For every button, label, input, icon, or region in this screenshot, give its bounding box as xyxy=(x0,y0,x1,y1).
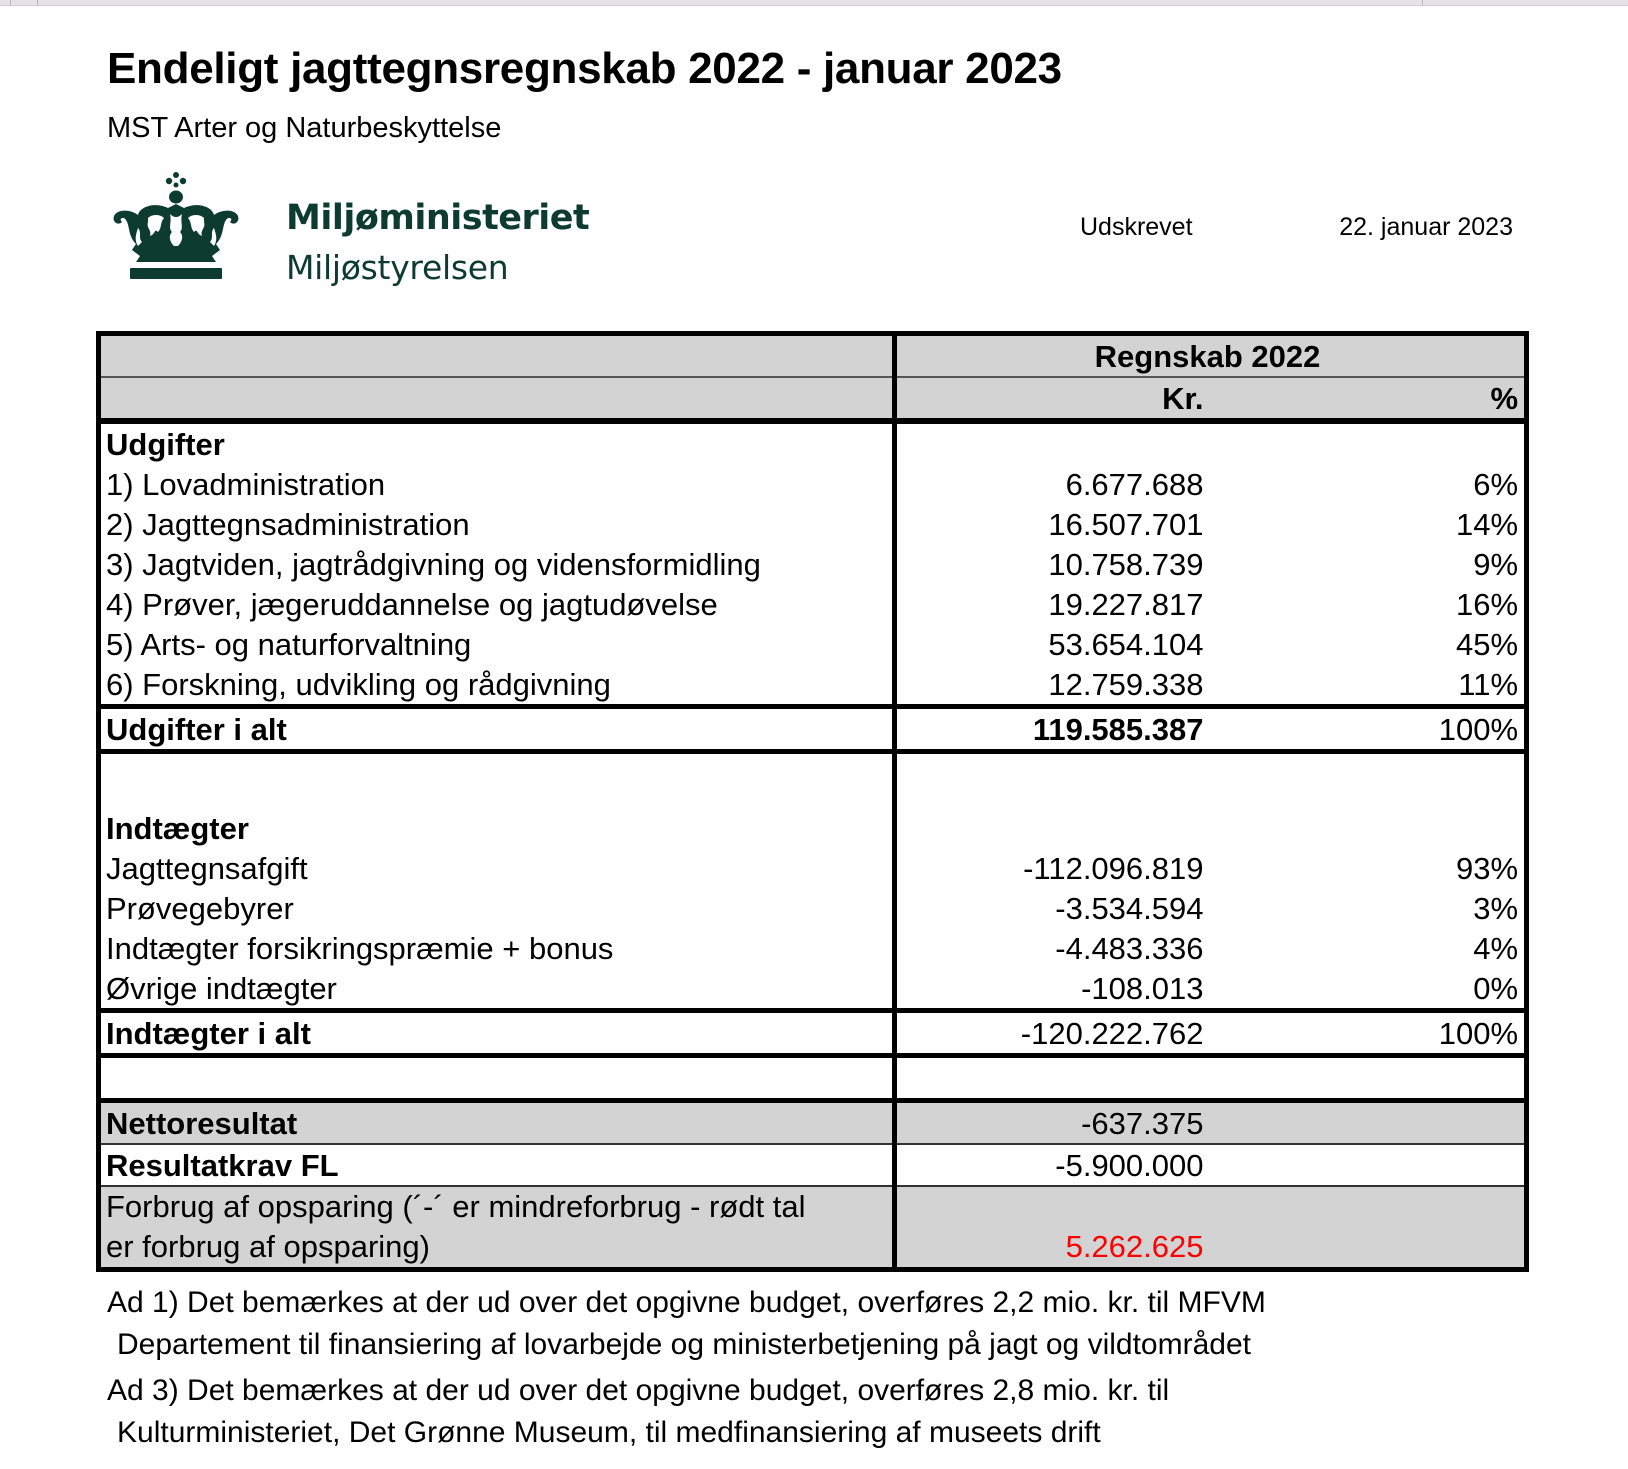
row-pct: 6% xyxy=(1473,467,1519,502)
row-kr: -3.534.594 xyxy=(1055,891,1204,926)
footnote-line: Kulturministeriet, Det Grønne Museum, til medfinansiering af museets drift xyxy=(117,1416,1101,1449)
result-requirement-kr: -5.900.000 xyxy=(895,1144,1210,1186)
net-result-row xyxy=(99,1101,1527,1145)
row-label: 5) Arts- og naturforvaltning xyxy=(99,624,895,664)
table-row xyxy=(99,544,1527,584)
document-title: Endeligt jagttegnsregnskab 2022 - januar 2023 xyxy=(107,44,1062,93)
row-label: 1) Lovadministration xyxy=(99,464,895,504)
row-kr: -108.013 xyxy=(1081,971,1204,1006)
spacer-row xyxy=(99,752,1527,809)
savings-use-label xyxy=(99,1186,895,1270)
income-total-pct: 100% xyxy=(1210,1011,1527,1056)
printed-label: Udskrevet xyxy=(1080,213,1193,241)
period-header: Regnskab 2022 xyxy=(895,334,1527,378)
crown-icon xyxy=(108,170,244,285)
savings-use-row xyxy=(99,1186,1527,1270)
header-blank-cell xyxy=(99,334,895,378)
accounts-table xyxy=(96,331,1529,1272)
row-label: 3) Jagtviden, jagtrådgivning og vidensformidling xyxy=(99,544,895,584)
table-row xyxy=(99,664,1527,707)
row-pct: 45% xyxy=(1455,627,1519,662)
savings-use-kr: 5.262.625 xyxy=(895,1186,1210,1270)
result-requirement-label: Resultatkrav FL xyxy=(99,1144,895,1186)
row-label: Øvrige indtægter xyxy=(99,968,895,1011)
toolbar-divider xyxy=(10,0,11,5)
viewer-toolbar xyxy=(0,0,1628,6)
net-result-label: Nettoresultat xyxy=(99,1101,895,1145)
row-kr: -112.096.819 xyxy=(1023,851,1204,886)
footnotes xyxy=(107,1282,1266,1458)
toolbar-divider xyxy=(37,0,38,5)
row-kr: 12.759.338 xyxy=(1048,667,1204,702)
ministry-name: Miljøministeriet xyxy=(286,198,590,238)
header-blank-cell xyxy=(99,377,895,421)
savings-use-label-line1: Forbrug af opsparing (´-´ er mindreforbrug - rødt tal xyxy=(106,1189,806,1224)
row-label: 6) Forskning, udvikling og rådgivning xyxy=(99,664,895,707)
expenses-total-pct: 100% xyxy=(1210,707,1527,752)
row-label: 4) Prøver, jægeruddannelse og jagtudøvelse xyxy=(99,584,895,624)
row-kr: -4.483.336 xyxy=(1055,931,1204,966)
column-header-pct: % xyxy=(1210,377,1527,421)
section-heading-row xyxy=(99,808,1527,848)
row-pct: 16% xyxy=(1455,587,1519,622)
table-row xyxy=(99,504,1527,544)
toolbar-divider xyxy=(1422,0,1423,5)
row-kr: 19.227.817 xyxy=(1048,587,1204,622)
row-pct: 93% xyxy=(1455,851,1519,886)
footnote xyxy=(107,1282,1266,1366)
printed-date: 22. januar 2023 xyxy=(1339,213,1513,241)
row-pct: 11% xyxy=(1458,667,1519,702)
column-header-kr: Kr. xyxy=(895,377,1210,421)
header-row-columns xyxy=(99,377,1527,421)
table-row xyxy=(99,888,1527,928)
income-total-label: Indtægter i alt xyxy=(99,1011,895,1056)
row-label: Indtægter forsikringspræmie + bonus xyxy=(99,928,895,968)
expenses-total-row xyxy=(99,707,1527,752)
income-total-kr: -120.222.762 xyxy=(895,1011,1210,1056)
income-heading: Indtægter xyxy=(99,808,895,848)
table-row xyxy=(99,848,1527,888)
section-heading-row xyxy=(99,421,1527,464)
row-kr: 53.654.104 xyxy=(1048,627,1204,662)
table-row xyxy=(99,968,1527,1011)
row-pct: 9% xyxy=(1473,547,1519,582)
income-total-row xyxy=(99,1011,1527,1056)
row-pct: 14% xyxy=(1455,507,1519,542)
table-row xyxy=(99,928,1527,968)
row-kr: 6.677.688 xyxy=(1065,467,1204,502)
row-pct: 3% xyxy=(1473,891,1519,926)
row-label: Prøvegebyrer xyxy=(99,888,895,928)
document-subtitle: MST Arter og Naturbeskyttelse xyxy=(107,112,502,144)
net-result-kr: -637.375 xyxy=(895,1101,1210,1145)
footnote-line: Ad 3) Det bemærkes at der ud over det opgivne budget, overføres 2,8 mio. kr. til xyxy=(107,1374,1170,1407)
row-pct: 4% xyxy=(1473,931,1519,966)
footnote xyxy=(107,1370,1266,1454)
footnote-line: Departement til finansiering af lovarbejde og ministerbetjening på jagt og vildtområdet xyxy=(117,1328,1251,1361)
empty-row xyxy=(99,1056,1527,1101)
table-row xyxy=(99,464,1527,504)
result-requirement-row xyxy=(99,1144,1527,1186)
agency-name: Miljøstyrelsen xyxy=(286,248,509,287)
row-kr: 16.507.701 xyxy=(1048,507,1204,542)
expenses-heading: Udgifter xyxy=(99,421,895,464)
expenses-total-label: Udgifter i alt xyxy=(99,707,895,752)
row-pct: 0% xyxy=(1473,971,1519,1006)
table-row xyxy=(99,624,1527,664)
savings-use-label-line2: er forbrug af opsparing) xyxy=(106,1229,430,1264)
row-label: 2) Jagttegnsadministration xyxy=(99,504,895,544)
header-row-period xyxy=(99,334,1527,378)
expenses-total-kr: 119.585.387 xyxy=(895,707,1210,752)
row-label: Jagttegnsafgift xyxy=(99,848,895,888)
row-kr: 10.758.739 xyxy=(1048,547,1204,582)
table-row xyxy=(99,584,1527,624)
footnote-line: Ad 1) Det bemærkes at der ud over det opgivne budget, overføres 2,2 mio. kr. til MFVM xyxy=(107,1286,1266,1319)
